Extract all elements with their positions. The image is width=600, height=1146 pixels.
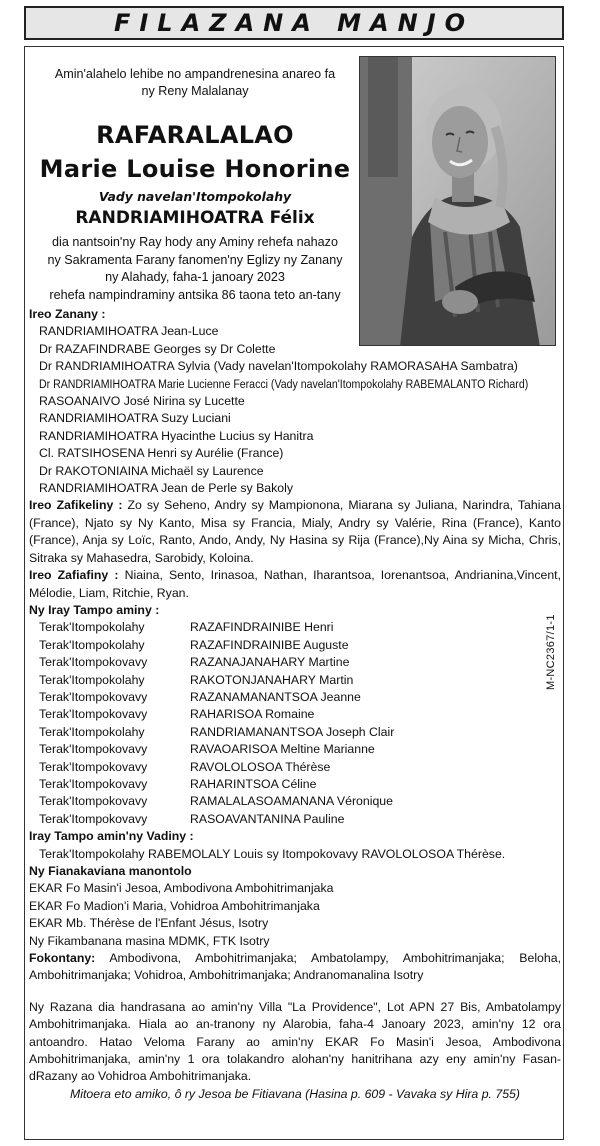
table-row: Terak'Itompokovavy RAVOLOLOSOA Thérèse [39,759,331,774]
list-item: Ny Fikambanana masina MDMK, FTK Isotry [29,933,270,948]
deceased-name [36,118,354,186]
death-notice [36,234,354,304]
table-row: Terak'Itompokovavy RAVAOARISOA Meltine Marianne [39,742,375,757]
death-notice-line: ny Sakramenta Farany fanomen'ny Eglizy ny Zanany [47,252,343,267]
list-item: Cl. RATSIHOSENA Henri sy Aurélie (France) [39,446,284,461]
death-notice-line: ny Alahady, faha-1 janoary 2023 [105,270,285,284]
fokontany-heading: Fokontany: [29,951,96,966]
table-row: Terak'Itompokolahy RAKOTONJANAHARY Martin [39,672,354,687]
table-row: Terak'Itompokolahy RAZAFINDRAINIBE Henri [39,620,334,635]
death-notice-line: dia nantsoin'ny Ray hody any Aminy rehefa nahazo [52,235,338,249]
table-row: Terak'Itompokovavy RASOAVANTANINA Pauline [39,811,345,826]
list-item: RANDRIAMIHOATRA Hyacinthe Lucius sy Hanitra [39,428,314,443]
intro-line-1: Amin'alahelo lehibe no ampandrenesina anareo fa [54,67,336,81]
deceased-surname: RAFARALALAO [96,121,294,149]
deceased-given-names: Marie Louise Honorine [39,155,351,183]
spouse-siblings-heading: Iray Tampo amin'ny Vadiny : [29,829,194,844]
list-item: EKAR Fo Masin'i Jesoa, Ambodivona Ambohitrimanjaka [29,881,334,896]
portrait-image [360,57,556,346]
portrait-photo [359,56,556,346]
table-row: Terak'Itompokolahy RAZAFINDRAINIBE Auguste [39,637,349,652]
siblings-heading: Ny Iray Tampo aminy : [29,602,160,617]
closing-verse: Mitoera eto amiko, ô ry Jesoa be Fitiavana (Hasina p. 609 - Vavaka sy Hira p. 755) [70,1086,520,1101]
table-row: Terak'Itompokovavy RAZANAMANANTSOA Jeanne [39,689,361,704]
grandchildren-text: Zo sy Seheno, Andry sy Mampionona, Miarana sy Juliana, Narindra, Tahiana (France), Njato sy Ny Kanto, Misa sy Francia, Mialy, Andry sy Valérie, Rina (France), Kanto (France), Anja sy Loïc, Ranto, Ando, Andy, Ny Hasina sy Rija (France),Ny Aina sy Micha, Chris, Sitraka sy Mahasedra, Sarobidy, Koloina. [29,498,561,565]
spouse-label: Vady navelan'Itompokolahy [98,189,292,204]
great-grandchildren-heading: Ireo Zafiafiny : [29,568,119,583]
table-row: Terak'Itompokovavy RAHARINTSOA Céline [39,776,317,791]
fokontany-section [29,950,561,985]
list-item: Dr RANDRIAMIHOATRA Sylvia (Vady navelan'Itompokolahy RAMORASAHA Sambatra) [39,359,518,374]
list-item: Dr RAKOTONIAINA Michaël sy Laurence [39,463,264,478]
header-banner [24,6,564,40]
spouse-name: RANDRIAMIHOATRA Félix [75,208,315,228]
intro-line-2: ny Reny Malalanay [141,84,249,98]
table-row: Terak'Itompokovavy RAMALALASOAMANANA Véronique [39,794,393,809]
children-heading: Ireo Zanany : [29,307,106,321]
great-grandchildren-text: Niaina, Sento, Irinasoa, Nathan, Iharantsoa, Iorenantsoa, Andrianina,Vincent, Mélodie, Liam, Ritchie, Ryan. [29,568,561,600]
grandchildren-heading: Ireo Zafikeliny : [29,498,123,513]
funeral-details: Ny Razana dia handrasana ao amin'ny Villa "La Providence", Lot APN 27 Bis, Ambatolampy Ambohitrimanjaka. Hiala ao an-tranony ny Alarobia, faha-4 Janoary 2023, amin'ny 12 ora antoandro. Hatao Veloma Farany ao amin'ny EKAR Fo Masin'i Jesoa, Ambodivona Ambohitrimanjaka, amin'ny 1 ora tolakandro alohan'ny hanitrihana azy eny amin'ny Fasan-dRazany ao Vohidroa Ambohitrimanjaka. [29,999,561,1084]
list-item: RANDRIAMIHOATRA Suzy Luciani [39,411,231,426]
grandchildren-section [29,497,561,567]
list-item: Dr RAZAFINDRABE Georges sy Dr Colette [39,341,276,356]
list-item: EKAR Fo Madion'i Maria, Vohidroa Ambohitrimanjaka [29,898,320,913]
table-row: Terak'Itompokovavy RAHARISOA Romaine [39,707,315,722]
table-row: Terak'Itompokovavy RAZANAJANAHARY Martine [39,655,350,670]
associations-heading: Ny Fianakaviana manontolo [29,864,192,878]
fokontany-text: Ambodivona, Ambohitrimanjaka; Ambatolampy, Ambohitrimanjaka; Beloha, Ambohitrimanjaka; Vohidroa, Ambohitrimanjaka; Andranomanalina Isotry [29,951,561,983]
list-item: Dr RANDRIAMIHOATRA Marie Lucienne Feracci (Vady navelan'Itompokolahy RABEMALANTO Richard) [39,376,529,391]
list-item: RANDRIAMIHOATRA Jean-Luce [39,324,219,339]
table-row: Terak'Itompokolahy RANDRIAMANANTSOA Joseph Clair [39,724,395,739]
death-notice-line: rehefa nampindraminy antsika 86 taona teto an-tany [49,287,341,302]
list-item: RANDRIAMIHOATRA Jean de Perle sy Bakoly [39,481,293,496]
header-title: FILAZANA MANJO [113,9,475,37]
spouse-siblings-text: Terak'Itompokolahy RABEMOLALY Louis sy Itompokovavy RAVOLOLOSOA Thérèse. [39,846,506,861]
notice-body [29,306,561,1103]
list-item: EKAR Mb. Thérèse de l'Enfant Jésus, Isotry [29,916,269,931]
list-item: RASOANAIVO José Nirina sy Lucette [39,394,245,409]
intro-text [36,66,354,100]
great-grandchildren-section [29,567,561,602]
reference-code: M-NC2367/1-1 [545,614,557,690]
